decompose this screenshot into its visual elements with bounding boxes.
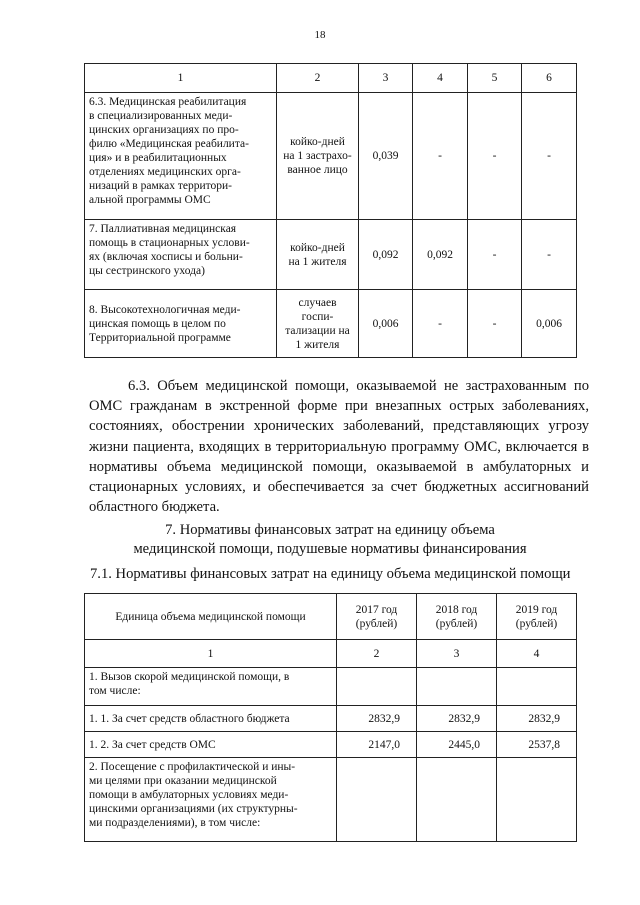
table-header-row: [85, 594, 577, 640]
empty-cell: [497, 758, 577, 842]
value-2019: 2537,8: [497, 732, 577, 758]
table-row: [85, 220, 577, 290]
year-label: 2019 год: [515, 603, 558, 616]
year-header: [497, 594, 577, 640]
text-line: отделениях медицинских орга-: [89, 166, 241, 178]
text-line: цинских организациях по про-: [89, 124, 239, 136]
subsection-7-1-heading: 7.1. Нормативы финансовых затрат на единицу объема медицинской помощи: [90, 566, 571, 582]
value-cell: -: [522, 220, 577, 290]
text-line: 1. Вызов скорой медицинской помощи, в: [89, 671, 290, 683]
text-line: цинская помощь в целом по: [89, 317, 226, 330]
year-label: 2017 год: [355, 603, 398, 616]
empty-cell: [497, 668, 577, 706]
table-row: [85, 706, 577, 732]
care-type-cell: [85, 93, 277, 220]
table-row: [85, 758, 577, 842]
text-line: цинскими организациями (их структурны-: [89, 803, 298, 815]
value-cell: -: [468, 220, 522, 290]
section-7-heading-line-2: медицинской помощи, подушевые нормативы финансирования: [133, 541, 527, 557]
year-label: 2018 год: [435, 603, 478, 616]
column-number: 4: [497, 640, 577, 668]
row-label: [85, 668, 337, 706]
unit-of-care-header: Единица объема медицинской помощи: [85, 594, 337, 640]
header-cell: 2: [277, 64, 359, 93]
header-cell: 6: [522, 64, 577, 93]
column-number: 3: [417, 640, 497, 668]
value-2018: 2445,0: [417, 732, 497, 758]
text-line: 7. Паллиативная медицинская: [89, 223, 237, 235]
header-cell: 3: [359, 64, 413, 93]
text-line: цы сестринского ухода): [89, 265, 205, 277]
value-2017: 2832,9: [337, 706, 417, 732]
table-header-row: [85, 64, 577, 93]
unit-cell: [277, 290, 359, 358]
text-line: филю «Медицинская реабилита-: [89, 138, 249, 150]
table-row: [85, 668, 577, 706]
unit-line: госпи-: [301, 310, 334, 323]
currency-label: (рублей): [435, 617, 478, 630]
row-label: [85, 758, 337, 842]
header-cell: 4: [413, 64, 468, 93]
column-number: 1: [85, 640, 337, 668]
paragraph-6-3: 6.3. Объем медицинской помощи, оказываемой не застрахованным по ОМС гражданам в экстренной форме при внезапных острых заболеваниях, состояниях, обострении хронических заболеваний, представляющих угрозу жизни пациента, входящих в территориальную программу ОМС, включается в нормативы объема медицинской помощи, оказываемой в амбулаторных и стационарных условиях, и обеспечивается за счет бюджетных ассигнований областного бюджета.: [89, 378, 589, 516]
page-number: 18: [314, 29, 326, 41]
financial-cost-table: [84, 593, 577, 842]
unit-line: на 1 жителя: [288, 255, 347, 268]
currency-label: (рублей): [355, 617, 398, 630]
empty-cell: [337, 668, 417, 706]
row-label: 1. 1. За счет средств областного бюджета: [85, 706, 337, 732]
value-cell: 0,006: [522, 290, 577, 358]
unit-line: 1 жителя: [295, 338, 340, 351]
unit-line: койко-дней: [290, 136, 345, 148]
text-line: том числе:: [89, 685, 141, 697]
unit-line: тализации на: [285, 324, 350, 337]
medical-care-volume-table: [84, 63, 577, 358]
text-line: Территориальной программе: [89, 331, 231, 344]
text-line: альной программы ОМС: [89, 194, 211, 206]
value-cell: -: [468, 93, 522, 220]
empty-cell: [417, 668, 497, 706]
text-line: 8. Высокотехнологичная меди-: [89, 303, 241, 316]
year-header: [337, 594, 417, 640]
value-2018: 2832,9: [417, 706, 497, 732]
header-cell: 1: [85, 64, 277, 93]
section-7-heading-line-1: 7. Нормативы финансовых затрат на единицу объема: [165, 522, 495, 538]
unit-line: на 1 застрахо-: [283, 150, 352, 162]
value-2017: 2147,0: [337, 732, 417, 758]
text-line: ми подразделениями), в том числе:: [89, 817, 261, 829]
currency-label: (рублей): [515, 617, 558, 630]
table-row: [85, 290, 577, 358]
text-line: ми целями при оказании медицинской: [89, 775, 277, 787]
value-cell: 0,092: [413, 220, 468, 290]
value-2019: 2832,9: [497, 706, 577, 732]
text-line: 6.3. Медицинская реабилитация: [89, 96, 247, 108]
unit-line: ванное лицо: [287, 164, 348, 176]
column-number: 2: [337, 640, 417, 668]
year-header: [417, 594, 497, 640]
header-cell: 5: [468, 64, 522, 93]
care-type-cell: [85, 220, 277, 290]
unit-cell: [277, 220, 359, 290]
table-row: [85, 732, 577, 758]
unit-cell: [277, 93, 359, 220]
table-row: [85, 93, 577, 220]
unit-line: случаев: [298, 296, 337, 309]
value-cell: -: [413, 290, 468, 358]
empty-cell: [337, 758, 417, 842]
column-numbering-row: [85, 640, 577, 668]
text-line: в специализированных меди-: [89, 110, 233, 122]
care-type-cell: [85, 290, 277, 358]
text-line: низаций в рамках территори-: [89, 180, 233, 192]
empty-cell: [417, 758, 497, 842]
unit-line: койко-дней: [290, 241, 345, 254]
value-cell: 0,006: [359, 290, 413, 358]
row-label: 1. 2. За счет средств ОМС: [85, 732, 337, 758]
text-line: помощь в стационарных услови-: [89, 237, 250, 249]
value-cell: -: [522, 93, 577, 220]
text-line: 2. Посещение с профилактической и ины-: [89, 761, 296, 773]
text-line: помощи в амбулаторных условиях меди-: [89, 789, 289, 801]
text-line: ях (включая хосписы и больни-: [89, 251, 243, 263]
text-line: ция» и в реабилитационных: [89, 152, 227, 164]
value-cell: 0,092: [359, 220, 413, 290]
value-cell: -: [468, 290, 522, 358]
value-cell: 0,039: [359, 93, 413, 220]
value-cell: -: [413, 93, 468, 220]
